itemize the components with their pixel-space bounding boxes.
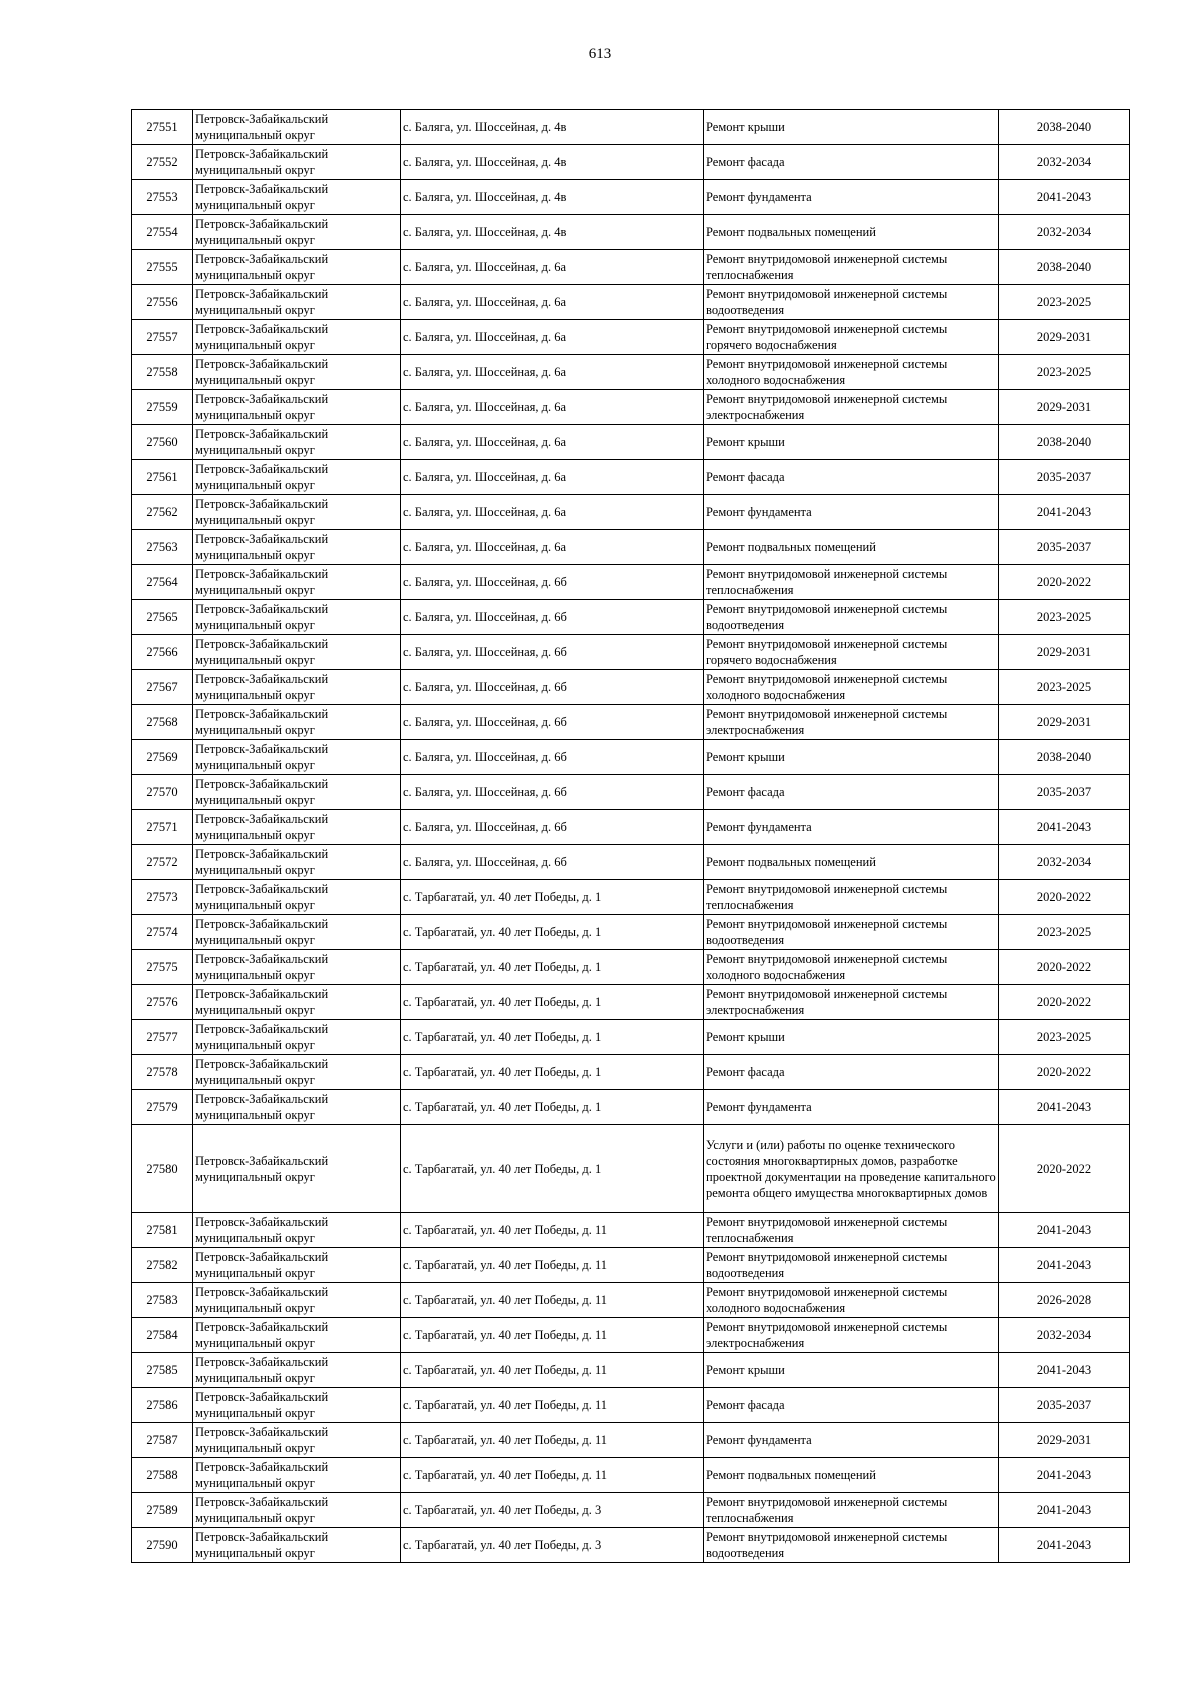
row-number-cell: 27573: [132, 880, 193, 915]
row-number-cell: 27580: [132, 1125, 193, 1213]
address-cell: с. Баляга, ул. Шоссейная, д. 6б: [401, 635, 704, 670]
period-cell: 2026-2028: [999, 1283, 1130, 1318]
row-number-cell: 27576: [132, 985, 193, 1020]
municipality-cell: Петровск-Забайкальский муниципальный округ: [193, 1353, 401, 1388]
municipality-cell: Петровск-Забайкальский муниципальный округ: [193, 880, 401, 915]
municipality-cell: Петровск-Забайкальский муниципальный округ: [193, 670, 401, 705]
table-row: [132, 180, 1130, 215]
municipality-cell: Петровск-Забайкальский муниципальный округ: [193, 355, 401, 390]
period-cell: 2020-2022: [999, 1055, 1130, 1090]
row-number-cell: 27569: [132, 740, 193, 775]
row-number-cell: 27571: [132, 810, 193, 845]
work-type-cell: Ремонт фасада: [704, 145, 999, 180]
work-type-cell: Ремонт фундамента: [704, 1090, 999, 1125]
period-cell: 2020-2022: [999, 1125, 1130, 1213]
work-type-cell: Ремонт фундамента: [704, 495, 999, 530]
period-cell: 2023-2025: [999, 600, 1130, 635]
address-cell: с. Тарбагатай, ул. 40 лет Победы, д. 11: [401, 1283, 704, 1318]
table-row: [132, 775, 1130, 810]
address-cell: с. Тарбагатай, ул. 40 лет Победы, д. 11: [401, 1213, 704, 1248]
address-cell: с. Тарбагатай, ул. 40 лет Победы, д. 3: [401, 1493, 704, 1528]
work-type-cell: Ремонт внутридомовой инженерной системы теплоснабжения: [704, 880, 999, 915]
table-row: [132, 880, 1130, 915]
row-number-cell: 27577: [132, 1020, 193, 1055]
row-number-cell: 27585: [132, 1353, 193, 1388]
table-row: [132, 1528, 1130, 1563]
table-row: [132, 565, 1130, 600]
table-row: [132, 320, 1130, 355]
period-cell: 2032-2034: [999, 1318, 1130, 1353]
table-row: [132, 1020, 1130, 1055]
period-cell: 2020-2022: [999, 985, 1130, 1020]
row-number-cell: 27559: [132, 390, 193, 425]
period-cell: 2035-2037: [999, 460, 1130, 495]
work-type-cell: Ремонт внутридомовой инженерной системы холодного водоснабжения: [704, 950, 999, 985]
period-cell: 2020-2022: [999, 880, 1130, 915]
row-number-cell: 27588: [132, 1458, 193, 1493]
address-cell: с. Тарбагатай, ул. 40 лет Победы, д. 1: [401, 880, 704, 915]
row-number-cell: 27578: [132, 1055, 193, 1090]
period-cell: 2032-2034: [999, 145, 1130, 180]
period-cell: 2023-2025: [999, 915, 1130, 950]
address-cell: с. Баляга, ул. Шоссейная, д. 6б: [401, 740, 704, 775]
period-cell: 2023-2025: [999, 1020, 1130, 1055]
work-type-cell: Ремонт подвальных помещений: [704, 845, 999, 880]
work-type-cell: Ремонт внутридомовой инженерной системы теплоснабжения: [704, 1493, 999, 1528]
address-cell: с. Баляга, ул. Шоссейная, д. 6б: [401, 810, 704, 845]
row-number-cell: 27570: [132, 775, 193, 810]
table-row: [132, 250, 1130, 285]
work-type-cell: Ремонт крыши: [704, 1020, 999, 1055]
municipality-cell: Петровск-Забайкальский муниципальный округ: [193, 1248, 401, 1283]
work-type-cell: Ремонт внутридомовой инженерной системы холодного водоснабжения: [704, 1283, 999, 1318]
table-row: [132, 1055, 1130, 1090]
work-type-cell: Ремонт внутридомовой инженерной системы горячего водоснабжения: [704, 635, 999, 670]
address-cell: с. Баляга, ул. Шоссейная, д. 6а: [401, 460, 704, 495]
work-type-cell: Ремонт крыши: [704, 110, 999, 145]
table-row: [132, 600, 1130, 635]
table-row: [132, 1353, 1130, 1388]
row-number-cell: 27553: [132, 180, 193, 215]
municipality-cell: Петровск-Забайкальский муниципальный округ: [193, 495, 401, 530]
table-row: [132, 670, 1130, 705]
table-row: [132, 1318, 1130, 1353]
municipality-cell: Петровск-Забайкальский муниципальный округ: [193, 565, 401, 600]
municipality-cell: Петровск-Забайкальский муниципальный округ: [193, 530, 401, 565]
period-cell: 2023-2025: [999, 670, 1130, 705]
period-cell: 2041-2043: [999, 1353, 1130, 1388]
row-number-cell: 27581: [132, 1213, 193, 1248]
municipality-cell: Петровск-Забайкальский муниципальный округ: [193, 1493, 401, 1528]
municipality-cell: Петровск-Забайкальский муниципальный округ: [193, 285, 401, 320]
address-cell: с. Тарбагатай, ул. 40 лет Победы, д. 11: [401, 1423, 704, 1458]
row-number-cell: 27582: [132, 1248, 193, 1283]
work-type-cell: Ремонт внутридомовой инженерной системы электроснабжения: [704, 1318, 999, 1353]
period-cell: 2029-2031: [999, 705, 1130, 740]
work-type-cell: Ремонт внутридомовой инженерной системы водоотведения: [704, 1528, 999, 1563]
municipality-cell: Петровск-Забайкальский муниципальный округ: [193, 1528, 401, 1563]
address-cell: с. Тарбагатай, ул. 40 лет Победы, д. 1: [401, 1055, 704, 1090]
capital-repair-table: [131, 109, 1130, 1563]
table-row: [132, 355, 1130, 390]
address-cell: с. Баляга, ул. Шоссейная, д. 6б: [401, 775, 704, 810]
table-row: [132, 495, 1130, 530]
municipality-cell: Петровск-Забайкальский муниципальный округ: [193, 810, 401, 845]
row-number-cell: 27572: [132, 845, 193, 880]
work-type-cell: Ремонт внутридомовой инженерной системы водоотведения: [704, 1248, 999, 1283]
work-type-cell: Ремонт фасада: [704, 775, 999, 810]
municipality-cell: Петровск-Забайкальский муниципальный округ: [193, 320, 401, 355]
period-cell: 2035-2037: [999, 775, 1130, 810]
row-number-cell: 27564: [132, 565, 193, 600]
municipality-cell: Петровск-Забайкальский муниципальный округ: [193, 1055, 401, 1090]
work-type-cell: Ремонт внутридомовой инженерной системы теплоснабжения: [704, 250, 999, 285]
period-cell: 2038-2040: [999, 250, 1130, 285]
period-cell: 2041-2043: [999, 1493, 1130, 1528]
table-row: [132, 950, 1130, 985]
address-cell: с. Тарбагатай, ул. 40 лет Победы, д. 11: [401, 1353, 704, 1388]
period-cell: 2029-2031: [999, 390, 1130, 425]
municipality-cell: Петровск-Забайкальский муниципальный округ: [193, 1388, 401, 1423]
address-cell: с. Тарбагатай, ул. 40 лет Победы, д. 1: [401, 915, 704, 950]
municipality-cell: Петровск-Забайкальский муниципальный округ: [193, 250, 401, 285]
table-row: [132, 425, 1130, 460]
municipality-cell: Петровск-Забайкальский муниципальный округ: [193, 110, 401, 145]
period-cell: 2023-2025: [999, 285, 1130, 320]
work-type-cell: Ремонт внутридомовой инженерной системы водоотведения: [704, 600, 999, 635]
municipality-cell: Петровск-Забайкальский муниципальный округ: [193, 1125, 401, 1213]
address-cell: с. Баляга, ул. Шоссейная, д. 6а: [401, 285, 704, 320]
address-cell: с. Баляга, ул. Шоссейная, д. 4в: [401, 215, 704, 250]
table-row: [132, 460, 1130, 495]
table-row: [132, 1213, 1130, 1248]
work-type-cell: Ремонт внутридомовой инженерной системы холодного водоснабжения: [704, 355, 999, 390]
row-number-cell: 27555: [132, 250, 193, 285]
municipality-cell: Петровск-Забайкальский муниципальный округ: [193, 1020, 401, 1055]
period-cell: 2041-2043: [999, 1090, 1130, 1125]
row-number-cell: 27558: [132, 355, 193, 390]
address-cell: с. Баляга, ул. Шоссейная, д. 6а: [401, 250, 704, 285]
period-cell: 2041-2043: [999, 495, 1130, 530]
period-cell: 2029-2031: [999, 320, 1130, 355]
address-cell: с. Тарбагатай, ул. 40 лет Победы, д. 11: [401, 1248, 704, 1283]
table-row: [132, 1248, 1130, 1283]
work-type-cell: Ремонт фасада: [704, 1388, 999, 1423]
work-type-cell: Ремонт подвальных помещений: [704, 1458, 999, 1493]
municipality-cell: Петровск-Забайкальский муниципальный округ: [193, 950, 401, 985]
period-cell: 2041-2043: [999, 1248, 1130, 1283]
address-cell: с. Баляга, ул. Шоссейная, д. 6а: [401, 355, 704, 390]
work-type-cell: Ремонт крыши: [704, 1353, 999, 1388]
table-row: [132, 1388, 1130, 1423]
address-cell: с. Баляга, ул. Шоссейная, д. 4в: [401, 145, 704, 180]
address-cell: с. Баляга, ул. Шоссейная, д. 6б: [401, 845, 704, 880]
table-row: [132, 110, 1130, 145]
municipality-cell: Петровск-Забайкальский муниципальный округ: [193, 1283, 401, 1318]
table-row: [132, 285, 1130, 320]
table-row: [132, 530, 1130, 565]
work-type-cell: Ремонт фундамента: [704, 1423, 999, 1458]
municipality-cell: Петровск-Забайкальский муниципальный округ: [193, 390, 401, 425]
municipality-cell: Петровск-Забайкальский муниципальный округ: [193, 180, 401, 215]
address-cell: с. Баляга, ул. Шоссейная, д. 6а: [401, 495, 704, 530]
municipality-cell: Петровск-Забайкальский муниципальный округ: [193, 915, 401, 950]
row-number-cell: 27583: [132, 1283, 193, 1318]
address-cell: с. Баляга, ул. Шоссейная, д. 6а: [401, 425, 704, 460]
table-body: [132, 110, 1130, 1563]
work-type-cell: Ремонт подвальных помещений: [704, 530, 999, 565]
table-row: [132, 1423, 1130, 1458]
work-type-cell: Ремонт внутридомовой инженерной системы холодного водоснабжения: [704, 670, 999, 705]
table-row: [132, 985, 1130, 1020]
row-number-cell: 27565: [132, 600, 193, 635]
address-cell: с. Баляга, ул. Шоссейная, д. 6б: [401, 565, 704, 600]
table-row: [132, 705, 1130, 740]
municipality-cell: Петровск-Забайкальский муниципальный округ: [193, 1213, 401, 1248]
address-cell: с. Тарбагатай, ул. 40 лет Победы, д. 11: [401, 1388, 704, 1423]
work-type-cell: Ремонт внутридомовой инженерной системы теплоснабжения: [704, 1213, 999, 1248]
address-cell: с. Баляга, ул. Шоссейная, д. 6б: [401, 705, 704, 740]
address-cell: с. Тарбагатай, ул. 40 лет Победы, д. 1: [401, 1125, 704, 1213]
address-cell: с. Тарбагатай, ул. 40 лет Победы, д. 3: [401, 1528, 704, 1563]
municipality-cell: Петровск-Забайкальский муниципальный округ: [193, 1318, 401, 1353]
work-type-cell: Ремонт крыши: [704, 425, 999, 460]
period-cell: 2023-2025: [999, 355, 1130, 390]
table-row: [132, 390, 1130, 425]
row-number-cell: 27560: [132, 425, 193, 460]
table-row: [132, 1125, 1130, 1213]
address-cell: с. Баляга, ул. Шоссейная, д. 4в: [401, 110, 704, 145]
municipality-cell: Петровск-Забайкальский муниципальный округ: [193, 460, 401, 495]
municipality-cell: Петровск-Забайкальский муниципальный округ: [193, 215, 401, 250]
work-type-cell: Ремонт внутридомовой инженерной системы теплоснабжения: [704, 565, 999, 600]
period-cell: 2032-2034: [999, 845, 1130, 880]
municipality-cell: Петровск-Забайкальский муниципальный округ: [193, 635, 401, 670]
period-cell: 2020-2022: [999, 565, 1130, 600]
row-number-cell: 27589: [132, 1493, 193, 1528]
row-number-cell: 27567: [132, 670, 193, 705]
page-number: 613: [588, 46, 612, 62]
municipality-cell: Петровск-Забайкальский муниципальный округ: [193, 425, 401, 460]
municipality-cell: Петровск-Забайкальский муниципальный округ: [193, 985, 401, 1020]
work-type-cell: Ремонт внутридомовой инженерной системы горячего водоснабжения: [704, 320, 999, 355]
municipality-cell: Петровск-Забайкальский муниципальный округ: [193, 1423, 401, 1458]
row-number-cell: 27561: [132, 460, 193, 495]
period-cell: 2041-2043: [999, 810, 1130, 845]
work-type-cell: Ремонт крыши: [704, 740, 999, 775]
address-cell: с. Тарбагатай, ул. 40 лет Победы, д. 1: [401, 1020, 704, 1055]
period-cell: 2041-2043: [999, 180, 1130, 215]
address-cell: с. Баляга, ул. Шоссейная, д. 6б: [401, 670, 704, 705]
row-number-cell: 27551: [132, 110, 193, 145]
municipality-cell: Петровск-Забайкальский муниципальный округ: [193, 145, 401, 180]
address-cell: с. Тарбагатай, ул. 40 лет Победы, д. 11: [401, 1458, 704, 1493]
address-cell: с. Баляга, ул. Шоссейная, д. 6а: [401, 530, 704, 565]
municipality-cell: Петровск-Забайкальский муниципальный округ: [193, 1090, 401, 1125]
period-cell: 2029-2031: [999, 1423, 1130, 1458]
period-cell: 2020-2022: [999, 950, 1130, 985]
municipality-cell: Петровск-Забайкальский муниципальный округ: [193, 775, 401, 810]
period-cell: 2035-2037: [999, 530, 1130, 565]
municipality-cell: Петровск-Забайкальский муниципальный округ: [193, 600, 401, 635]
table-row: [132, 145, 1130, 180]
row-number-cell: 27575: [132, 950, 193, 985]
period-cell: 2032-2034: [999, 215, 1130, 250]
table-row: [132, 1458, 1130, 1493]
work-type-cell: Ремонт подвальных помещений: [704, 215, 999, 250]
row-number-cell: 27554: [132, 215, 193, 250]
period-cell: 2038-2040: [999, 110, 1130, 145]
municipality-cell: Петровск-Забайкальский муниципальный округ: [193, 705, 401, 740]
table-row: [132, 1090, 1130, 1125]
address-cell: с. Тарбагатай, ул. 40 лет Победы, д. 1: [401, 1090, 704, 1125]
municipality-cell: Петровск-Забайкальский муниципальный округ: [193, 1458, 401, 1493]
work-type-cell: Ремонт внутридомовой инженерной системы водоотведения: [704, 915, 999, 950]
address-cell: с. Баляга, ул. Шоссейная, д. 6б: [401, 600, 704, 635]
row-number-cell: 27552: [132, 145, 193, 180]
work-type-cell: Ремонт фундамента: [704, 180, 999, 215]
period-cell: 2038-2040: [999, 425, 1130, 460]
row-number-cell: 27590: [132, 1528, 193, 1563]
row-number-cell: 27586: [132, 1388, 193, 1423]
table-row: [132, 810, 1130, 845]
municipality-cell: Петровск-Забайкальский муниципальный округ: [193, 740, 401, 775]
row-number-cell: 27557: [132, 320, 193, 355]
table-row: [132, 845, 1130, 880]
row-number-cell: 27587: [132, 1423, 193, 1458]
table-row: [132, 915, 1130, 950]
row-number-cell: 27562: [132, 495, 193, 530]
row-number-cell: 27556: [132, 285, 193, 320]
row-number-cell: 27563: [132, 530, 193, 565]
table-row: [132, 1283, 1130, 1318]
work-type-cell: Ремонт фундамента: [704, 810, 999, 845]
work-type-cell: Ремонт внутридомовой инженерной системы электроснабжения: [704, 705, 999, 740]
table-row: [132, 635, 1130, 670]
period-cell: 2029-2031: [999, 635, 1130, 670]
municipality-cell: Петровск-Забайкальский муниципальный округ: [193, 845, 401, 880]
work-type-cell: Услуги и (или) работы по оценке технического состояния многоквартирных домов, разработке проектной документации на проведение капитального ремонта общего имущества многоквартирных домов: [704, 1125, 999, 1213]
period-cell: 2041-2043: [999, 1528, 1130, 1563]
period-cell: 2041-2043: [999, 1213, 1130, 1248]
row-number-cell: 27584: [132, 1318, 193, 1353]
table-row: [132, 215, 1130, 250]
row-number-cell: 27574: [132, 915, 193, 950]
work-type-cell: Ремонт внутридомовой инженерной системы электроснабжения: [704, 390, 999, 425]
period-cell: 2038-2040: [999, 740, 1130, 775]
table-row: [132, 1493, 1130, 1528]
address-cell: с. Тарбагатай, ул. 40 лет Победы, д. 11: [401, 1318, 704, 1353]
row-number-cell: 27566: [132, 635, 193, 670]
address-cell: с. Баляга, ул. Шоссейная, д. 6а: [401, 320, 704, 355]
table-row: [132, 740, 1130, 775]
work-type-cell: Ремонт фасада: [704, 1055, 999, 1090]
address-cell: с. Баляга, ул. Шоссейная, д. 4в: [401, 180, 704, 215]
row-number-cell: 27568: [132, 705, 193, 740]
row-number-cell: 27579: [132, 1090, 193, 1125]
period-cell: 2035-2037: [999, 1388, 1130, 1423]
address-cell: с. Баляга, ул. Шоссейная, д. 6а: [401, 390, 704, 425]
work-type-cell: Ремонт фасада: [704, 460, 999, 495]
work-type-cell: Ремонт внутридомовой инженерной системы электроснабжения: [704, 985, 999, 1020]
work-type-cell: Ремонт внутридомовой инженерной системы водоотведения: [704, 285, 999, 320]
address-cell: с. Тарбагатай, ул. 40 лет Победы, д. 1: [401, 950, 704, 985]
address-cell: с. Тарбагатай, ул. 40 лет Победы, д. 1: [401, 985, 704, 1020]
period-cell: 2041-2043: [999, 1458, 1130, 1493]
